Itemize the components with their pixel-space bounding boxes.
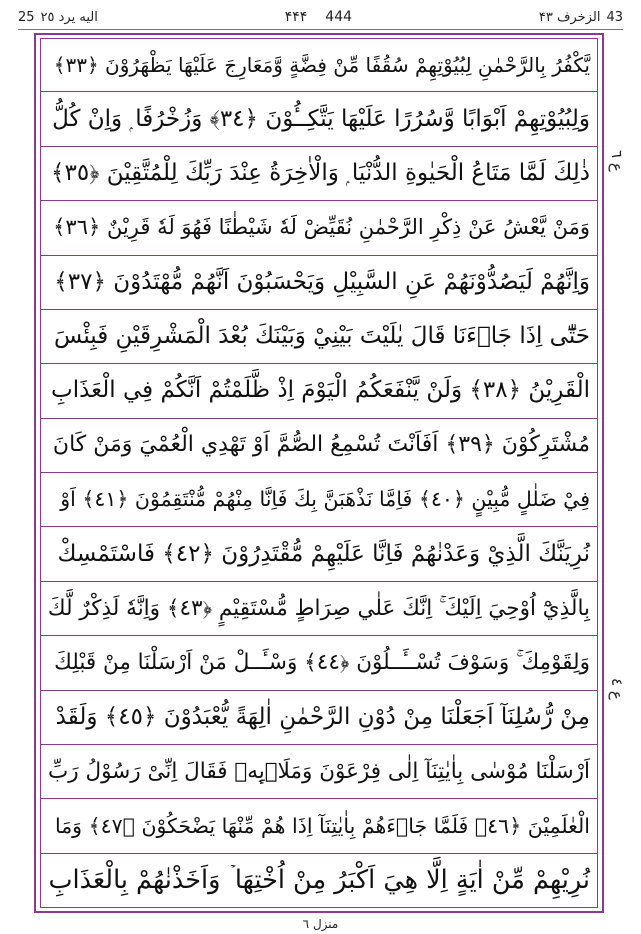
verse-line — [40, 527, 598, 581]
page-number-latin: 444 — [325, 9, 353, 25]
verse-line-text: نُرِيَنَّكَ الَّذِيْ وَعَدْنٰهُمْ فَاِنَّا عَلَيْهِمْ مُّقْتَدِرُوْنَ ﴿٤٢﴾ فَاسْتَمْسِكْ — [57, 540, 590, 567]
verse-line — [40, 201, 598, 255]
juz-name: اليه يرد ٢٥ — [40, 9, 98, 25]
verse-line — [40, 691, 598, 745]
verse-line — [40, 799, 598, 853]
manzil-label: منزل ٦ — [302, 917, 339, 931]
quran-text-block — [40, 38, 598, 908]
verse-line — [40, 38, 598, 92]
verse-line-text: الْقَرِيْنُ ﴿٣٨﴾ وَلَنْ يَّنْفَعَكُمُ الْيَوْمَ اِذْ ظَّلَمْتُمْ اَنَّكُمْ فِي الْعَذَابِ — [51, 377, 590, 404]
verse-line-text: حَتّٰٓى اِذَا جَاۗءَنَا قَالَ يٰلَيْتَ بَيْنِيْ وَبَيْنَكَ بُعْدَ الْمَشْرِقَيْنِ فَبِئْسَ — [54, 323, 590, 350]
header-rule — [18, 29, 623, 30]
verse-line-text: نُرِيْهِمْ مِّنْ اٰيَةٍ اِلَّا هِيَ اَكْبَرُ مِنْ اُخْتِهَا ۡ وَاَخَذْنٰهُمْ بِالْعَذَابِ — [48, 865, 590, 896]
ruku-marker-mid: ع ٤ — [608, 678, 626, 700]
page-header — [18, 4, 623, 30]
verse-line-text: وَلِقَوْمِكَ ۚ وَسَوْفَ تُسْــَٔــلُوْنَ ﴿٤٤﴾ وَسْـَٔــلْ مَنْ اَرْسَلْنَا مِنْ قَبْلِكَ — [54, 650, 590, 676]
verse-line-text: فِيْ ضَلٰلٍ مُّبِيْنٍ ﴿٤٠﴾ فَاِمَّا نَذْهَبَنَّ بِكَ فَاِنَّا مِنْهُمْ مُّنْتَقِمُوْنَ ﴿٤١﴾ اَوْ — [60, 487, 590, 512]
verse-line — [40, 147, 598, 201]
ruku-marker-top: ع ٦ — [608, 150, 626, 172]
surah-number: 43 — [606, 9, 623, 25]
verse-line-text: وَاِنَّهُمْ لَيَصُدُّوْنَهُمْ عَنِ السَّبِيْلِ وَيَحْسَبُوْنَ اَنَّهُمْ مُّهْتَدُوْنَ ﴿٣٧﴾ — [54, 268, 590, 295]
page-number — [285, 9, 352, 25]
verse-line-text: اَرْسَلْنَا مُوْسٰى بِاٰيٰتِنَآ اِلٰى فِرْعَوْنَ وَمَلَا۟ىِٕهٖ فَقَالَ اِنِّىْ رَسُوْلُ رَبِّ — [48, 758, 590, 784]
juz-number: 25 — [18, 9, 35, 25]
verse-line — [40, 854, 598, 908]
verse-line — [40, 582, 598, 636]
verse-line-text: مِنْ رُّسُلِنَآ اَجَعَلْنَا مِنْ دُوْنِ الرَّحْمٰنِ اٰلِهَةً يُّعْبَدُوْنَ ﴿٤٥﴾ وَلَقَدْ — [55, 703, 590, 730]
verse-line — [40, 256, 598, 310]
page-footer — [0, 914, 641, 934]
verse-line — [40, 636, 598, 690]
verse-line-text: بِالَّذِيْٓ اُوْحِيَ اِلَيْكَ ۚ اِنَّكَ عَلٰي صِرَاطٍ مُّسْتَقِيْمٍ ﴿٤٣﴾ وَاِنَّهٗ لَذِكْرٌ لَّكَ — [47, 595, 590, 621]
verse-line-text: الْعٰلَمِيْنَ ﴿٤٦﴾ فَلَمَّا جَاۗءَهُمْ بِاٰيٰتِنَآ اِذَا هُمْ مِّنْهَا يَضْحَكُوْنَ ﴿٤٧﴾ وَمَا — [54, 813, 590, 838]
surah-info — [539, 10, 623, 25]
verse-line — [40, 419, 598, 473]
verse-line-text: ذٰلِكَ لَمَّا مَتَاعُ الْحَيٰوةِ الدُّنْيَا ۭ وَالْاٰخِرَةُ عِنْدَ رَبِّكَ لِلْمُتَّقِيْنَ ﴿٣٥﴾ — [51, 159, 590, 186]
verse-line-text: مُشْتَرِكُوْنَ ﴿٣٩﴾ اَفَاَنْتَ تُسْمِعُ الصُّمَّ اَوْ تَهْدِي الْعُمْيَ وَمَنْ كَانَ — [52, 432, 590, 458]
verse-line — [40, 92, 598, 146]
verse-line — [40, 745, 598, 799]
juz-info — [18, 10, 98, 25]
surah-name: الزخرف ۴۳ — [538, 9, 601, 25]
verse-line-text: وَمَنْ يَّعْشُ عَنْ ذِكْرِ الرَّحْمٰنِ نُقَيِّضْ لَهٗ شَيْطٰنًا فَهُوَ لَهٗ قَرِيْنٌ ﴿٣٦﴾ — [53, 215, 590, 240]
verse-line — [40, 473, 598, 527]
verse-line — [40, 310, 598, 364]
verse-line-text: وَلِبُيُوْتِهِمْ اَبْوَابًا وَّسُرُرًا عَلَيْهَا يَتَّكِــُٔوْنَ ﴿٣٤﴾ وَزُخْرُفًا ۭ وَاِنْ كُلُّ — [52, 105, 590, 132]
verse-line-text: يَّكْفُرُ بِالرَّحْمٰنِ لِبُيُوْتِهِمْ سُقُفًا مِّنْ فِضَّةٍ وَّمَعَارِجَ عَلَيْهَا يَظْهَرُوْنَ ﴿٣٣﴾ — [53, 52, 590, 77]
verse-line — [40, 364, 598, 418]
page-number-arabic: ۴۴۴ — [284, 9, 308, 25]
